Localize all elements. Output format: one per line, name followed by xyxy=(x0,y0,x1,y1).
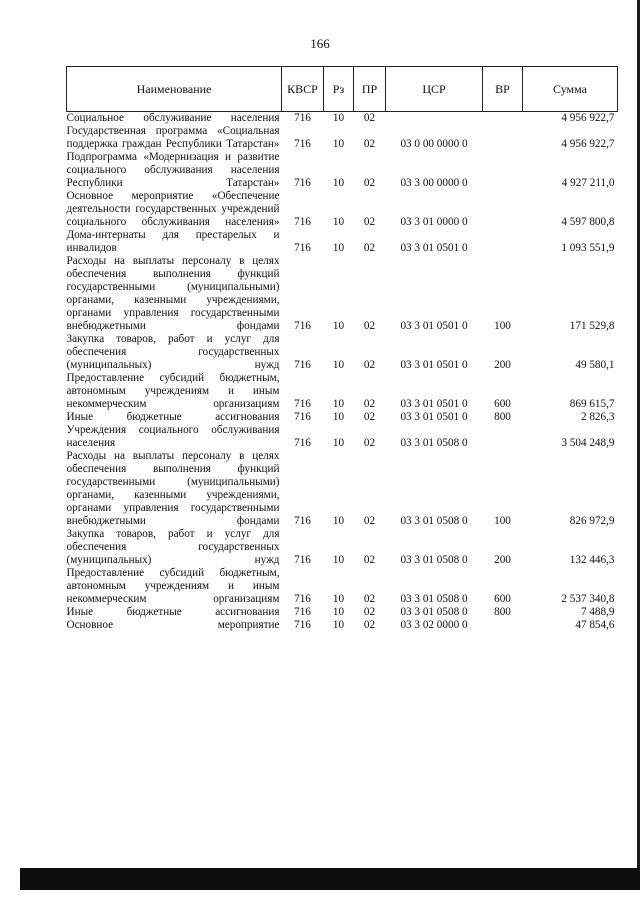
cell-rz: 10 xyxy=(332,411,345,423)
cell-kvsr: 716 xyxy=(294,138,311,150)
cell-vr xyxy=(483,125,523,151)
cell-pr: 02 xyxy=(363,554,376,566)
cell-sum: 49 580,1 xyxy=(575,359,615,371)
cell-kvsr: 716 xyxy=(294,112,311,124)
table-row xyxy=(67,411,618,424)
budget-table xyxy=(66,66,618,632)
cell-csr: 03 3 01 0501 0 xyxy=(400,242,468,254)
cell-pr: 02 xyxy=(363,320,376,332)
header-pr: ПР xyxy=(354,67,386,112)
cell-sum: 4 956 922,7 xyxy=(561,112,615,124)
cell-csr: 03 3 01 0508 0 xyxy=(400,606,468,618)
cell-kvsr: 716 xyxy=(294,515,311,527)
cell-csr: 03 3 01 0501 0 xyxy=(400,411,468,423)
table-row xyxy=(67,372,618,411)
cell-kvsr: 716 xyxy=(294,177,311,189)
table-row xyxy=(67,125,618,151)
cell-csr: 03 3 00 0000 0 xyxy=(400,177,468,189)
cell-rz: 10 xyxy=(332,398,345,410)
cell-vr: 800 xyxy=(494,606,511,618)
cell-kvsr: 716 xyxy=(294,398,311,410)
cell-csr: 03 3 02 0000 0 xyxy=(400,619,468,631)
cell-rz: 10 xyxy=(332,112,345,124)
cell-vr: 800 xyxy=(494,411,511,423)
cell-vr xyxy=(483,151,523,190)
cell-name: Основное мероприятие xyxy=(66,619,280,631)
cell-kvsr: 716 xyxy=(294,320,311,332)
cell-pr: 02 xyxy=(363,216,376,228)
cell-sum: 2 826,3 xyxy=(580,411,615,423)
cell-pr: 02 xyxy=(363,593,376,605)
cell-rz: 10 xyxy=(332,593,345,605)
cell-vr: 600 xyxy=(494,398,511,410)
cell-rz: 10 xyxy=(332,554,345,566)
cell-rz: 10 xyxy=(332,177,345,189)
cell-name: Основное мероприятие «Обеспечение деятельности государственных учреждений социального обслуживания населения» xyxy=(66,190,280,228)
cell-kvsr: 716 xyxy=(294,619,311,631)
cell-name: Иные бюджетные ассигнования xyxy=(66,606,280,618)
cell-kvsr: 716 xyxy=(294,411,311,423)
table-row xyxy=(67,450,618,528)
cell-name: Предоставление субсидий бюджетным, автономным учреждениям и иным некоммерческим организациям xyxy=(66,372,280,410)
cell-vr: 600 xyxy=(494,593,511,605)
table-row xyxy=(67,424,618,450)
scan-border xyxy=(20,868,640,890)
cell-sum: 7 488,9 xyxy=(580,606,615,618)
cell-vr: 200 xyxy=(494,359,511,371)
cell-csr: 03 3 01 0501 0 xyxy=(400,398,468,410)
cell-sum: 826 972,9 xyxy=(569,515,615,527)
cell-csr: 03 3 01 0508 0 xyxy=(400,515,468,527)
cell-csr: 03 3 01 0508 0 xyxy=(400,593,468,605)
cell-csr: 03 3 01 0508 0 xyxy=(400,437,468,449)
cell-name: Закупка товаров, работ и услуг для обеспечения государственных (муниципальных) нужд xyxy=(66,528,280,566)
cell-csr: 03 3 01 0000 0 xyxy=(400,216,468,228)
cell-csr: 03 3 01 0501 0 xyxy=(400,320,468,332)
cell-kvsr: 716 xyxy=(294,554,311,566)
cell-name: Подпрограмма «Модернизация и развитие социального обслуживания населения Республики Татарстан» xyxy=(66,151,280,189)
header-name: Наименование xyxy=(67,67,282,112)
table-row xyxy=(67,333,618,372)
cell-name: Учреждения социального обслуживания населения xyxy=(66,424,280,449)
cell-vr: 200 xyxy=(494,554,511,566)
cell-pr: 02 xyxy=(363,177,376,189)
cell-kvsr: 716 xyxy=(294,593,311,605)
cell-kvsr: 716 xyxy=(294,437,311,449)
table-row xyxy=(67,567,618,606)
cell-vr xyxy=(483,190,523,229)
page-number: 166 xyxy=(310,36,330,51)
cell-rz: 10 xyxy=(332,138,345,150)
header-csr: ЦСР xyxy=(386,67,483,112)
header-sum: Сумма xyxy=(523,67,618,112)
cell-sum: 2 537 340,8 xyxy=(561,593,615,605)
cell-name: Социальное обслуживание населения xyxy=(66,112,280,124)
cell-kvsr: 716 xyxy=(294,242,311,254)
table-row xyxy=(67,606,618,619)
cell-rz: 10 xyxy=(332,619,345,631)
table-body xyxy=(67,112,618,633)
cell-pr: 02 xyxy=(363,112,376,124)
cell-pr: 02 xyxy=(363,138,376,150)
cell-kvsr: 716 xyxy=(294,359,311,371)
cell-pr: 02 xyxy=(363,619,376,631)
cell-csr: 03 3 01 0501 0 xyxy=(400,359,468,371)
cell-sum: 132 446,3 xyxy=(569,554,615,566)
cell-kvsr: 716 xyxy=(294,606,311,618)
cell-vr: 100 xyxy=(494,320,511,332)
cell-rz: 10 xyxy=(332,242,345,254)
table-row xyxy=(67,255,618,333)
cell-pr: 02 xyxy=(363,606,376,618)
cell-rz: 10 xyxy=(332,320,345,332)
cell-pr: 02 xyxy=(363,398,376,410)
cell-rz: 10 xyxy=(332,359,345,371)
table-header-row xyxy=(67,67,618,112)
table-row xyxy=(67,190,618,229)
cell-rz: 10 xyxy=(332,437,345,449)
cell-vr xyxy=(483,619,523,632)
header-kvsr: КВСР xyxy=(282,67,324,112)
cell-pr: 02 xyxy=(363,515,376,527)
cell-vr: 100 xyxy=(494,515,511,527)
table-row xyxy=(67,112,618,126)
cell-sum: 4 597 800,8 xyxy=(561,216,615,228)
cell-vr xyxy=(483,229,523,255)
cell-sum: 3 504 248,9 xyxy=(561,437,615,449)
cell-csr: 03 3 01 0508 0 xyxy=(400,554,468,566)
cell-name: Расходы на выплаты персоналу в целях обеспечения выполнения функций государственными (муниципальными) органами, казенными учреждениями, органами управления государственными внебюджетными фондами xyxy=(66,255,280,332)
cell-name: Закупка товаров, работ и услуг для обеспечения государственных (муниципальных) нужд xyxy=(66,333,280,371)
cell-name: Предоставление субсидий бюджетным, автономным учреждениям и иным некоммерческим организациям xyxy=(66,567,280,605)
cell-name: Дома-интернаты для престарелых и инвалидов xyxy=(66,229,280,254)
cell-rz: 10 xyxy=(332,606,345,618)
header-vr: ВР xyxy=(483,67,523,112)
cell-kvsr: 716 xyxy=(294,216,311,228)
cell-sum: 1 093 551,9 xyxy=(561,242,615,254)
cell-sum: 4 956 922,7 xyxy=(561,138,615,150)
cell-name: Государственная программа «Социальная поддержка граждан Республики Татарстан» xyxy=(66,125,280,150)
cell-name: Иные бюджетные ассигнования xyxy=(66,411,280,423)
cell-pr: 02 xyxy=(363,242,376,254)
cell-csr xyxy=(386,112,483,126)
cell-rz: 10 xyxy=(332,515,345,527)
cell-rz: 10 xyxy=(332,216,345,228)
header-rz: Рз xyxy=(324,67,354,112)
cell-vr xyxy=(483,112,523,126)
cell-csr: 03 0 00 0000 0 xyxy=(400,138,468,150)
cell-sum: 4 927 211,0 xyxy=(561,177,615,189)
cell-pr: 02 xyxy=(363,411,376,423)
cell-sum: 869 615,7 xyxy=(569,398,615,410)
table-row xyxy=(67,619,618,632)
cell-sum: 47 854,6 xyxy=(575,619,615,631)
cell-vr xyxy=(483,424,523,450)
cell-sum: 171 529,8 xyxy=(569,320,615,332)
table-row xyxy=(67,528,618,567)
table-row xyxy=(67,151,618,190)
cell-pr: 02 xyxy=(363,359,376,371)
table-row xyxy=(67,229,618,255)
cell-name: Расходы на выплаты персоналу в целях обеспечения выполнения функций государственными (муниципальными) органами, казенными учреждениями, органами управления государственными внебюджетными фондами xyxy=(66,450,280,527)
cell-pr: 02 xyxy=(363,437,376,449)
